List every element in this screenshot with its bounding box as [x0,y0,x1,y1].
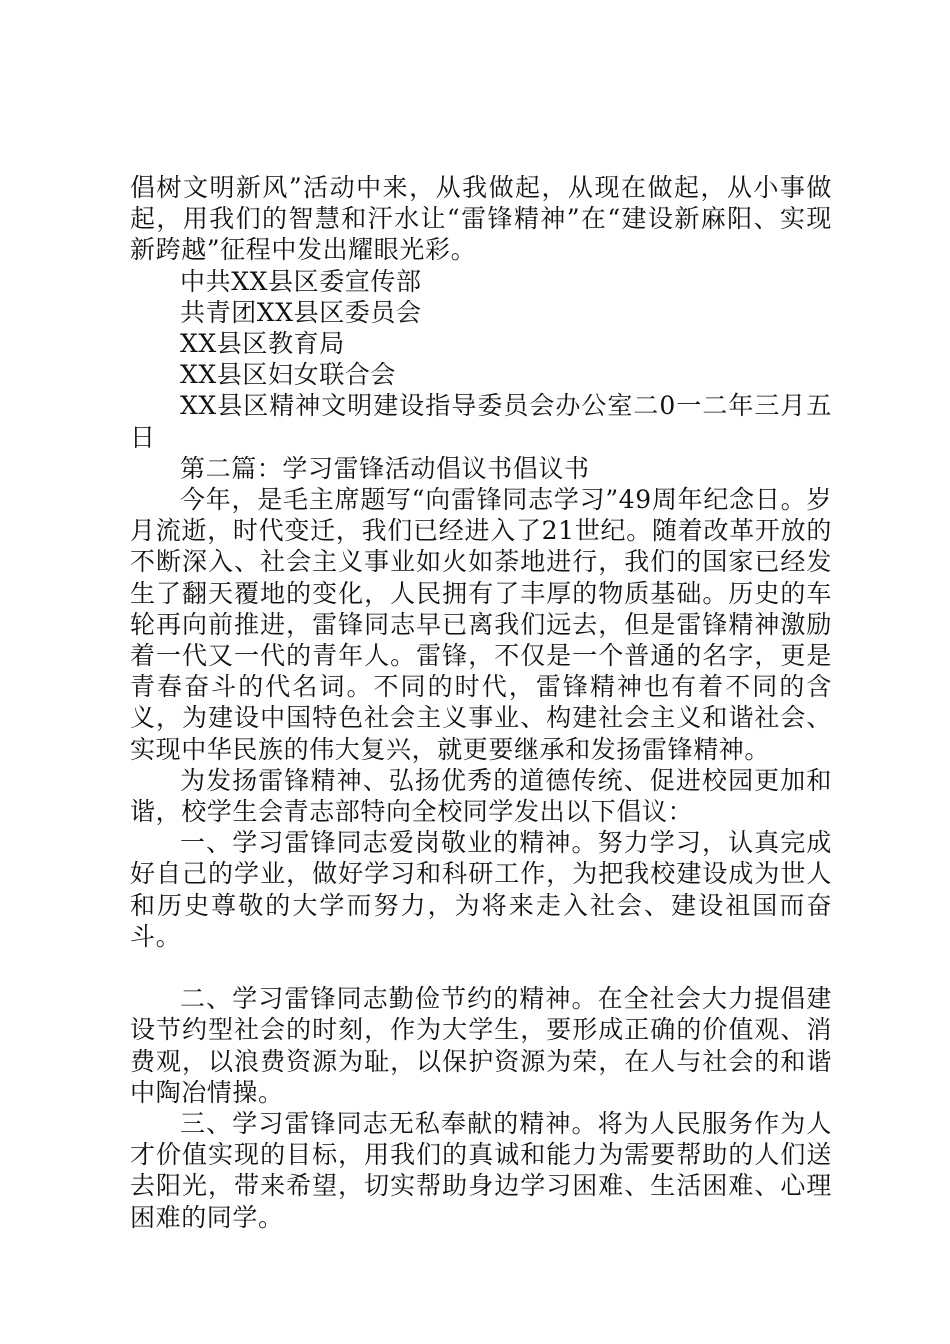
paragraph-item-2: 二、学习雷锋同志勤俭节约的精神。在全社会大力提倡建设节约型社会的时刻，作为大学生，要形成正确的价值观、消费观，以浪费资源为耻，以保护资源为荣，在人与社会的和谐中陶冶情操。 [130,984,832,1107]
paragraph-item-1: 一、学习雷锋同志爱岗敬业的精神。努力学习，认真完成好自己的学业，做好学习和科研工作，为把我校建设成为世人和历史尊敬的大学而努力，为将来走入社会、建设祖国而奋斗。 [130,828,832,951]
signature-line-propaganda-dept: 中共XX县区委宣传部 [180,266,422,296]
document-body [130,172,832,1233]
paragraph-proposal-lead: 为发扬雷锋精神、弘扬优秀的道德传统、促进校园更加和谐，校学生会青志部特向全校同学发出以下倡议： [130,765,832,827]
signature-line-womens-federation: XX县区妇女联合会 [180,360,396,390]
section-heading: 第二篇：学习雷锋活动倡议书倡议书 [180,453,590,483]
blank-line [130,952,832,983]
signature-line-education-bureau: XX县区教育局 [180,329,345,359]
paragraph-item-3: 三、学习雷锋同志无私奉献的精神。将为人民服务作为人才价值实现的目标，用我们的真诚和能力为需要帮助的人们送去阳光，带来希望，切实帮助身边学习困难、生活困难、心理困难的同学。 [130,1109,832,1232]
paragraph-continuation: 倡树文明新风”活动中来，从我做起，从现在做起，从小事做起，用我们的智慧和汗水让“雷锋精神”在“建设新麻阳、实现新跨越”征程中发出耀眼光彩。 [130,173,832,265]
signature-line-youth-league: 共青团XX县区委员会 [180,297,422,327]
paragraph-intro: 今年，是毛主席题写“向雷锋同志学习”49周年纪念日。岁月流逝，时代变迁，我们已经进入了21世纪。随着改革开放的不断深入、社会主义事业如火如荼地进行，我们的国家已经发生了翻天覆地的变化，人民拥有了丰厚的物质基础。历史的车轮再向前推进，雷锋同志早已离我们远去，但是雷锋精神激励着一代又一代的青年人。雷锋，不仅是一个普通的名字，更是青春奋斗的代名词。不同的时代，雷锋精神也有着不同的含义，为建设中国特色社会主义事业、构建社会主义和谐社会、实现中华民族的伟大复兴，就更要继承和发扬雷锋精神。 [130,485,832,764]
signature-line-civilization-office-date: XX县区精神文明建设指导委员会办公室二0一二年三月五日 [130,391,832,452]
